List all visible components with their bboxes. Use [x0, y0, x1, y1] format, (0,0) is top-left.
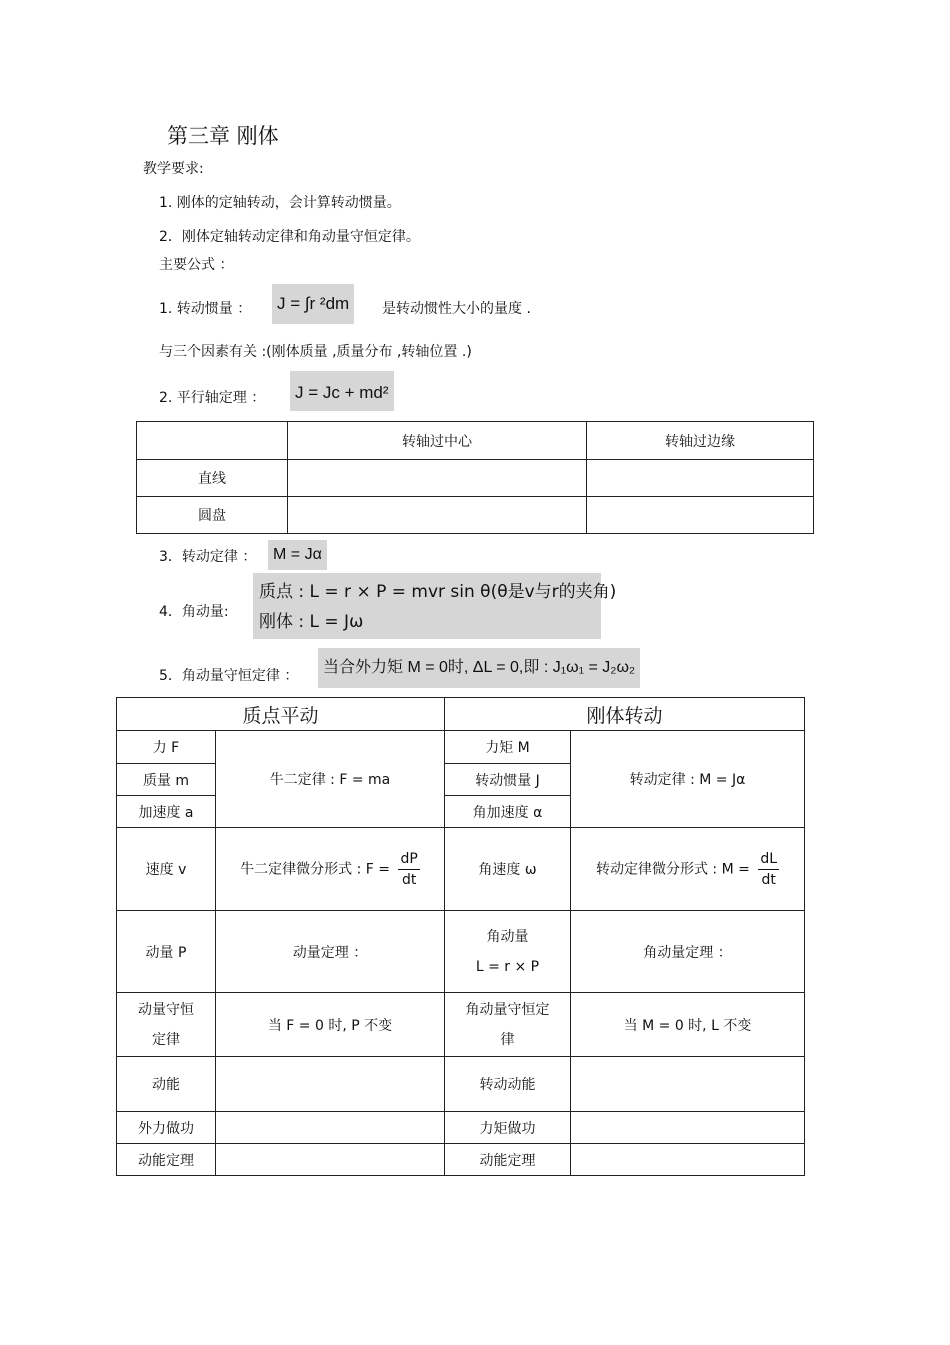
cell-work-energy-theorem: 动能定理 — [117, 1144, 216, 1176]
angular-momentum-rigid: 刚体 : L = Jω — [259, 612, 364, 632]
formula-1-note: 与三个因素有关 :(刚体质量 ,质量分布 ,转轴位置 .) — [159, 344, 472, 360]
cell-moment-of-inertia: 转动惯量 J — [445, 764, 571, 796]
cell-mass: 质量 m — [117, 764, 216, 796]
cell-work-by-torque: 力矩做功 — [445, 1112, 571, 1144]
cell-empty — [571, 1112, 805, 1144]
formula-3-equation: M = Jα — [268, 540, 327, 570]
angular-momentum-particle: 质点 : L = r × P = mvr sin θ(θ是v与r的夹角) — [259, 582, 617, 602]
requirement-1: 1. 刚体的定轴转动，会计算转动惯量。 — [159, 195, 401, 211]
fraction-dp-dt — [398, 851, 419, 888]
requirement-2: 2．刚体定轴转动定律和角动量守恒定律。 — [159, 229, 420, 245]
cell-acceleration: 加速度 a — [117, 796, 216, 828]
table1-row-disk: 圆盘 — [137, 497, 288, 534]
table1-cell — [587, 497, 814, 534]
cell-velocity: 速度 v — [117, 828, 216, 911]
table1-cell — [288, 497, 587, 534]
requirements-label: 教学要求: — [143, 161, 204, 177]
table1-header-0 — [137, 422, 288, 460]
momentum-conservation-line2: 定律 — [152, 1031, 180, 1048]
angular-momentum-label: 角动量 — [486, 928, 529, 945]
cell-force: 力 F — [117, 731, 216, 764]
header-particle-translation: 质点平动 — [117, 698, 445, 731]
table1-cell — [587, 460, 814, 497]
cell-torque: 力矩 M — [445, 731, 571, 764]
cell-rotational-kinetic-energy: 转动动能 — [445, 1057, 571, 1112]
cell-empty — [571, 1057, 805, 1112]
formula-5-label: 5．角动量守恒定律 ： — [159, 668, 299, 684]
fraction-denominator: dt — [761, 871, 776, 888]
formula-1-label: 1. 转动惯量 ： — [159, 301, 252, 317]
formula-2-equation: J = Jc + md² — [290, 371, 394, 411]
table1-header-center: 转轴过中心 — [288, 422, 587, 460]
cell-rotational-work-energy-theorem: 动能定理 — [445, 1144, 571, 1176]
cell-angular-momentum — [445, 911, 571, 993]
fraction-dl-dt — [758, 851, 779, 888]
comparison-table — [116, 697, 805, 1176]
fraction-numerator: dL — [758, 851, 779, 870]
formula-2-label: 2. 平行轴定理 ： — [159, 390, 266, 406]
angular-momentum-formula: L = r × P — [475, 958, 540, 975]
header-rigid-rotation: 刚体转动 — [445, 698, 805, 731]
table1-header-edge: 转轴过边缘 — [587, 422, 814, 460]
angular-conservation-line2: 律 — [500, 1031, 515, 1048]
cell-angular-velocity: 角速度 ω — [445, 828, 571, 911]
cell-newton-differential — [216, 828, 445, 911]
table1-row-line: 直线 — [137, 460, 288, 497]
cell-empty — [571, 1144, 805, 1176]
cell-momentum: 动量 P — [117, 911, 216, 993]
cell-angular-acceleration: 角加速度 α — [445, 796, 571, 828]
cell-momentum-theorem: 动量定理 ： — [216, 911, 445, 993]
angular-conservation-line1: 角动量守恒定 — [465, 1001, 550, 1018]
moment-of-inertia-table — [136, 421, 814, 534]
fraction-denominator: dt — [401, 871, 417, 888]
cell-angular-conservation-condition: 当 M = 0 时, L 不变 — [571, 993, 805, 1057]
rotation-differential-text: 转动定律微分形式 : M = — [595, 861, 750, 877]
table1-cell — [288, 460, 587, 497]
formula-1-description: 是转动惯性大小的量度 . — [382, 301, 531, 317]
formula-4-equation — [253, 573, 617, 639]
formula-4-label: 4．角动量: — [159, 604, 229, 620]
momentum-conservation-line1: 动量守恒 — [138, 1001, 194, 1018]
cell-newton-second-law: 牛二定律 : F = ma — [216, 731, 445, 828]
formulas-label: 主要公式 ： — [159, 257, 234, 273]
formula-1-equation: J = ∫r ²dm — [272, 284, 354, 324]
cell-momentum-conservation-condition: 当 F = 0 时, P 不变 — [216, 993, 445, 1057]
formula-3-label: 3．转动定律 ： — [159, 549, 257, 565]
cell-empty — [216, 1057, 445, 1112]
cell-empty — [216, 1112, 445, 1144]
cell-rotation-differential — [571, 828, 805, 911]
page-title: 第三章 刚体 — [167, 124, 279, 148]
cell-angular-momentum-theorem: 角动量定理 ： — [571, 911, 805, 993]
cell-rotation-law: 转动定律 : M = Jα — [571, 731, 805, 828]
fraction-numerator: dP — [398, 851, 419, 870]
cell-work-by-force: 外力做功 — [117, 1112, 216, 1144]
cell-angular-momentum-conservation — [445, 993, 571, 1057]
cell-momentum-conservation — [117, 993, 216, 1057]
formula-5-equation: 当合外力矩 M = 0时, ΔL = 0,即 : J₁ω₁ = J₂ω₂ — [318, 648, 640, 688]
newton-differential-text: 牛二定律微分形式 : F = — [240, 861, 391, 877]
cell-kinetic-energy: 动能 — [117, 1057, 216, 1112]
cell-empty — [216, 1144, 445, 1176]
